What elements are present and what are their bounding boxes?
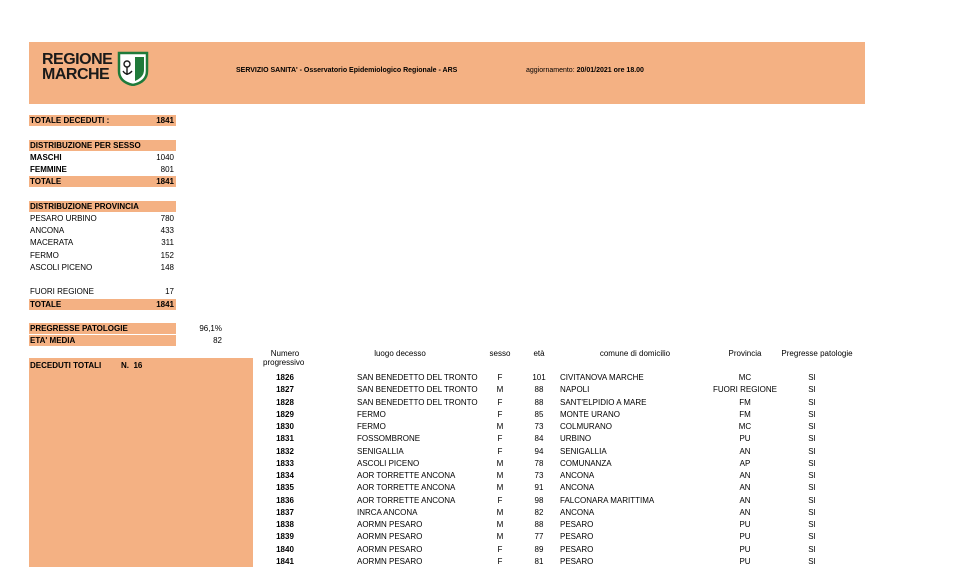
provincia-value: 433 (160, 226, 174, 235)
row-comune: MONTE URANO (560, 409, 620, 419)
provincia-title (29, 201, 176, 212)
provincia-total-value: 1841 (156, 300, 174, 309)
row-eta: 85 (534, 409, 544, 419)
sesso-title (29, 140, 176, 151)
row-comune: SENIGALLIA (560, 446, 607, 456)
row-numero: 1837 (276, 507, 294, 517)
eta-media-row (29, 335, 176, 346)
sesso-total-value: 1841 (156, 177, 174, 186)
row-eta: 94 (534, 446, 544, 456)
provincia-total-label: TOTALE (30, 300, 62, 309)
row-provincia: PU (739, 532, 751, 542)
row-eta: 91 (534, 483, 544, 493)
sesso-row-femmine (29, 164, 176, 175)
provincia-row (29, 225, 176, 236)
provincia-row (29, 250, 176, 261)
row-numero: 1828 (276, 397, 294, 407)
row-numero: 1826 (276, 373, 294, 382)
row-numero: 1831 (276, 434, 294, 444)
row-sesso: F (497, 544, 503, 554)
row-luogo: FERMO (357, 409, 386, 419)
row-sesso: M (496, 520, 504, 529)
row-numero: 1827 (276, 385, 294, 395)
row-comune: FALCONARA MARITTIMA (560, 495, 655, 505)
femmine-value: 801 (160, 165, 174, 174)
row-luogo: AORMN PESARO (357, 544, 423, 554)
patologie-label: PREGRESSE PATOLOGIE (30, 324, 128, 333)
row-sesso: F (497, 495, 503, 505)
row-eta: 81 (534, 556, 544, 566)
row-eta: 89 (534, 544, 544, 554)
row-eta: 73 (534, 422, 544, 431)
header-numero (260, 349, 310, 367)
update-info (526, 67, 644, 74)
row-luogo: SAN BENEDETTO DEL TRONTO (357, 385, 478, 395)
row-luogo: AOR TORRETTE ANCONA (357, 483, 456, 493)
header-patologie: Pregresse patologie (781, 349, 853, 358)
sesso-title-text: DISTRIBUZIONE PER SESSO (30, 141, 141, 150)
row-patologie: SI (808, 373, 816, 382)
provincia-value: 148 (160, 263, 174, 272)
provincia-label: MACERATA (30, 238, 74, 247)
logo-line-1: REGIONE (42, 51, 113, 68)
row-sesso: M (496, 471, 504, 480)
row-numero: 1836 (276, 495, 294, 505)
row-provincia: PU (739, 434, 751, 444)
row-provincia: AN (739, 446, 751, 456)
row-patologie: SI (808, 471, 816, 480)
row-patologie: SI (808, 409, 816, 419)
row-eta: 88 (534, 385, 544, 395)
row-comune: URBINO (560, 434, 592, 444)
totale-deceduti-label: TOTALE DECEDUTI : (30, 116, 110, 125)
fuori-regione-label: FUORI REGIONE (30, 287, 95, 296)
service-title (236, 67, 457, 74)
row-numero: 1838 (276, 520, 294, 529)
row-provincia: AN (739, 471, 751, 480)
eta-media-label: ETA' MEDIA (30, 336, 76, 345)
deceduti-totali-label: DECEDUTI TOTALI (30, 361, 102, 370)
row-comune: CIVITANOVA MARCHE (560, 373, 644, 382)
row-sesso: F (497, 446, 503, 456)
provincia-title-text: DISTRIBUZIONE PROVINCIA (30, 202, 139, 211)
header-sesso: sesso (489, 349, 511, 358)
row-numero: 1840 (276, 544, 294, 554)
row-comune: COLMURANO (560, 422, 613, 431)
row-comune: PESARO (560, 532, 594, 542)
row-sesso: F (497, 409, 503, 419)
fuori-regione-row (29, 286, 176, 297)
row-sesso: M (496, 532, 504, 542)
row-patologie: SI (808, 458, 816, 468)
row-numero: 1830 (276, 422, 294, 431)
provincia-value: 780 (160, 214, 174, 223)
header-provincia: Provincia (728, 349, 762, 358)
fuori-regione-value: 17 (165, 287, 174, 296)
row-comune: PESARO (560, 544, 594, 554)
row-patologie: SI (808, 422, 816, 431)
row-patologie: SI (808, 397, 816, 407)
row-comune: ANCONA (560, 471, 595, 480)
totale-deceduti-value: 1841 (156, 116, 174, 125)
row-luogo: AORMN PESARO (357, 556, 423, 566)
row-comune: PESARO (560, 556, 594, 566)
header-eta: età (533, 349, 545, 358)
row-comune: NAPOLI (560, 385, 590, 395)
row-patologie: SI (808, 544, 816, 554)
header-numero-text: Numero (270, 349, 300, 358)
update-value: 20/01/2021 ore 18.00 (576, 67, 644, 74)
regione-marche-logo (40, 50, 160, 90)
row-numero: 1833 (276, 458, 294, 468)
maschi-label: MASCHI (30, 153, 62, 162)
row-eta: 88 (534, 520, 544, 529)
row-provincia: MC (738, 373, 752, 382)
regional-emblem-icon (117, 51, 149, 86)
row-luogo: INRCA ANCONA (357, 507, 418, 517)
row-numero: 1835 (276, 483, 294, 493)
row-eta: 88 (534, 397, 544, 407)
row-eta: 98 (534, 495, 544, 505)
provincia-value: 152 (160, 251, 174, 260)
row-patologie: SI (808, 495, 816, 505)
row-luogo: SAN BENEDETTO DEL TRONTO (357, 397, 478, 407)
row-numero: 1839 (276, 532, 294, 542)
row-provincia: PU (739, 520, 751, 529)
provincia-label: ANCONA (30, 226, 65, 235)
row-patologie: SI (808, 556, 816, 566)
update-label: aggiornamento: (526, 67, 575, 74)
provincia-total-row (29, 299, 176, 310)
row-sesso: M (496, 385, 504, 395)
row-sesso: M (496, 458, 504, 468)
row-provincia: AP (739, 458, 751, 468)
header-luogo: luogo decesso (374, 349, 426, 358)
service-bold: SERVIZIO SANITA' (236, 67, 298, 74)
eta-media-value: 82 (213, 336, 222, 345)
row-comune: SANT'ELPIDIO A MARE (560, 397, 647, 407)
row-patologie: SI (808, 483, 816, 493)
row-eta: 78 (534, 458, 544, 468)
row-sesso: F (497, 556, 503, 566)
row-sesso: M (496, 507, 504, 517)
row-patologie: SI (808, 507, 816, 517)
row-provincia: FM (739, 409, 751, 419)
row-eta: 84 (534, 434, 544, 444)
row-sesso: F (497, 434, 503, 444)
row-patologie: SI (808, 520, 816, 529)
provincia-row (29, 237, 176, 248)
row-eta: 82 (534, 507, 544, 517)
row-provincia: FM (739, 397, 751, 407)
row-eta: 73 (534, 471, 544, 480)
provincia-value: 311 (161, 238, 174, 247)
provincia-row (29, 262, 176, 273)
row-luogo: AORMN PESARO (357, 532, 423, 542)
row-luogo: AORMN PESARO (357, 520, 423, 529)
row-numero: 1829 (276, 409, 294, 419)
row-patologie: SI (808, 532, 816, 542)
row-patologie: SI (808, 446, 816, 456)
deceduti-totali-box (29, 358, 253, 567)
row-eta: 77 (534, 532, 544, 542)
femmine-label: FEMMINE (30, 165, 67, 174)
row-numero: 1832 (276, 446, 294, 456)
row-provincia: MC (738, 422, 752, 431)
row-sesso: M (496, 422, 504, 431)
row-provincia: FUORI REGIONE (712, 385, 777, 395)
provincia-row (29, 213, 176, 224)
row-sesso: F (497, 373, 503, 382)
provincia-label: FERMO (30, 251, 59, 260)
header-comune: comune di domicilio (599, 349, 671, 358)
maschi-value: 1040 (156, 153, 174, 162)
row-sesso: F (497, 397, 503, 407)
row-comune: COMUNANZA (560, 458, 612, 468)
patologie-row (29, 323, 176, 334)
patologie-value: 96,1% (199, 324, 222, 333)
header-progressivo-text: progressivo (263, 358, 305, 367)
row-numero: 1834 (276, 471, 294, 480)
service-rest: - Osservatorio Epidemiologico Regionale - ARS (297, 67, 458, 74)
row-numero: 1841 (276, 556, 294, 566)
row-luogo: ASCOLI PICENO (357, 458, 420, 468)
row-provincia: PU (739, 544, 751, 554)
provincia-label: ASCOLI PICENO (30, 263, 93, 272)
sesso-total-label: TOTALE (30, 177, 62, 186)
provincia-label: PESARO URBINO (30, 214, 97, 223)
row-patologie: SI (808, 385, 816, 395)
row-sesso: M (496, 483, 504, 493)
row-luogo: AOR TORRETTE ANCONA (357, 471, 456, 480)
sesso-total-row (29, 176, 176, 187)
row-provincia: AN (739, 507, 751, 517)
row-eta: 101 (532, 373, 546, 382)
totale-deceduti-row (29, 115, 176, 126)
row-luogo: SAN BENEDETTO DEL TRONTO (357, 373, 478, 382)
row-comune: ANCONA (560, 507, 595, 517)
logo-line-2: MARCHE (42, 66, 110, 83)
sesso-row-maschi (29, 152, 176, 163)
row-luogo: FERMO (357, 422, 386, 431)
row-provincia: AN (739, 483, 751, 493)
row-comune: PESARO (560, 520, 594, 529)
row-luogo: FOSSOMBRONE (357, 434, 421, 444)
row-provincia: AN (739, 495, 751, 505)
row-luogo: SENIGALLIA (357, 446, 404, 456)
row-comune: ANCONA (560, 483, 595, 493)
row-patologie: SI (808, 434, 816, 444)
row-luogo: AOR TORRETTE ANCONA (357, 495, 456, 505)
row-provincia: PU (739, 556, 751, 566)
deceduti-count: N. 16 (121, 361, 143, 370)
